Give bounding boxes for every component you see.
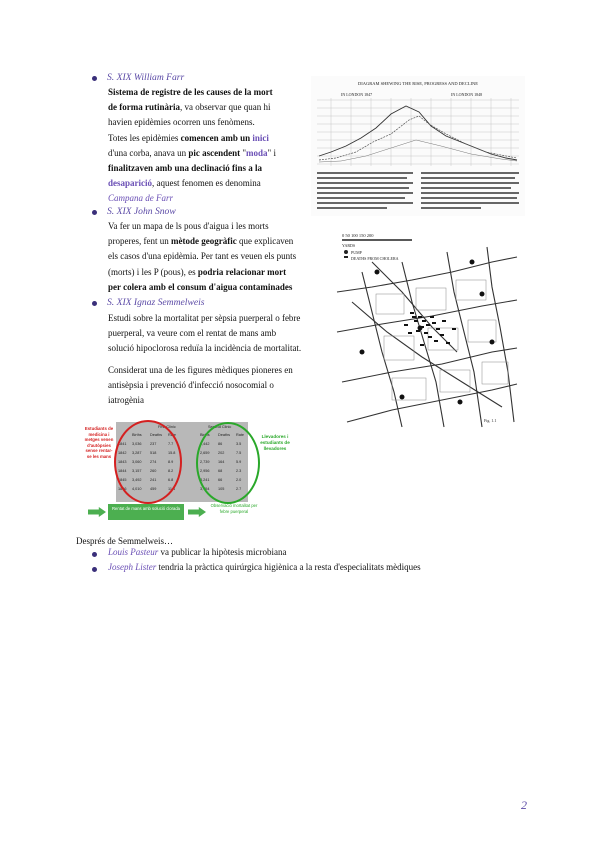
table-header: Rate [236,433,245,437]
map-yards: YARDS [342,243,356,248]
table-cell: 237 [150,442,157,446]
farr-text: , aquest fenomen es denomina [152,178,261,189]
semmelweis-line1: Estudi sobre la mortalitat per sèpsia puerperal o febre [108,313,301,323]
farr-line1: Sistema de registre de les causes de la mort [108,87,273,97]
table-cell: 8.2 [168,469,174,473]
after-intro: Després de Semmelweis… [76,536,173,546]
table-cell: 3,287 [132,451,142,455]
table-cell: 1846 [118,487,127,491]
table-cell: 15.8 [168,451,176,455]
farr-desaparicio: desaparició [108,178,152,189]
lister-text: tendria la pràctica quirúrgica higiènica a la resta d'especialitats mèdiques [156,562,421,572]
table-cell: 1844 [118,469,127,473]
table-cell: 164 [218,460,225,464]
snow-text: que explicaven [236,236,294,247]
snow-line3: els casos d'una epidèmia. Per tant es veuen els punts [108,251,297,262]
table-cell: 3,754 [200,487,210,491]
table-cell: 2.7 [236,487,242,491]
pasteur-text: va publicar la hipòtesis microbiana [158,547,287,557]
snow-line5: per colera amb el consum d'aigua contaminades [108,281,293,292]
col-group-1: First Clinic [158,425,176,429]
right-note: Llevadores i estudiants de llevadores [260,434,290,451]
farr-text: d'una corba, anava un [108,147,189,158]
after-item-pasteur [108,545,286,560]
table-cell: 2.3 [236,469,242,473]
bullet [92,301,97,306]
table-cell: 274 [150,460,157,464]
table-cell: 7.7 [168,442,174,446]
table-cell: 8.9 [168,460,174,464]
table-cell: 1845 [118,478,127,482]
snow-cholera-map [332,232,520,428]
farr-line6: finalitzaven amb una declinació fins a la [108,163,263,174]
snow-text: (morts) i les P (pous), es [108,266,198,277]
table-cell: 11.4 [168,487,176,491]
campana-de-farr: Campana de Farr [108,193,173,204]
table-header: Deaths [150,433,163,437]
heading-farr: S. XIX William Farr [107,72,185,83]
table-cell: 86 [218,442,223,446]
table-cell: 2,956 [200,469,210,473]
table-cell: 241 [150,478,157,482]
map-pump-legend-icon [344,250,348,254]
farr-chart-right-label: IN LONDON 1848 [451,92,483,97]
green-circle [196,422,260,504]
semmelweis-line4: Considerat una de les figures mèdiques pioneres en [108,365,293,375]
farr-pic: pic ascendent [188,147,241,158]
farr-paragraph [108,85,308,207]
farr-text: " i [267,147,276,158]
farr-bold: comencen amb un [180,132,253,143]
table-cell: 202 [218,451,225,455]
table-cell: 2,739 [200,460,210,464]
table-header: Deaths [218,433,231,437]
semmelweis-paragraph-2 [108,363,328,409]
bullet [92,210,97,215]
heading-semmelweis: S. XIX Ignaz Semmelweis [107,297,205,308]
red-circle [114,420,182,504]
semmelweis-line5: antisèpsia i prevenció d'infecció nosocomial o [108,380,274,391]
heading-snow: S. XIX John Snow [107,206,176,217]
farr-text: , va observar que quan hi [180,102,271,113]
farr-moda: moda [246,147,268,158]
table-cell: 260 [150,469,157,473]
semmelweis-line3: solució hipoclorosa reduïa la incidència de mortalitat. [108,343,302,354]
arrow-left-icon [88,507,106,517]
farr-chart-image [311,76,525,216]
table-header: Births [200,433,210,437]
snow-metode: mètode geogràfic [170,236,237,247]
snow-paragraph [108,219,328,295]
table-cell: 459 [150,487,157,491]
farr-chart-title: DIAGRAM SHEWING THE RISE, PROGRESS AND DECLINE [357,81,479,86]
table-cell: 3,492 [132,478,142,482]
semmelweis-paragraph [108,311,328,357]
table-cell: 2,659 [200,451,210,455]
farr-line3: havien epidèmies ocorren uns fenòmens. [108,117,255,128]
bullet [92,552,97,557]
page-number: 2 [521,798,527,812]
table-cell: 1842 [118,451,127,455]
table-cell: 3,036 [132,442,142,446]
pasteur-name: Louis Pasteur [108,547,159,557]
table-cell: 2,442 [200,442,210,446]
table-cell: 3,157 [132,469,142,473]
table-cell: 518 [150,451,157,455]
table-cell: 66 [218,478,223,482]
map-legend-deaths: DEATHS FROM CHOLERA [351,256,399,261]
col-group-2: Second Clinic [208,425,232,429]
bullet [92,76,97,81]
green-box-left: Rentat de mans amb solució clorada [108,504,184,520]
bullet [92,567,97,572]
table-header: Rate [168,433,177,437]
arrow-right-icon [188,507,206,517]
table-cell: 2.0 [236,478,242,482]
farr-text: Totes les epidèmies [108,132,181,143]
farr-text: " [240,147,247,158]
left-note: Estudiants de medicina i metges venen d'autòpsies sense rentar-se les mans [84,426,114,459]
map-caption: Fig. 1.1 [484,418,497,423]
snow-line1: Va fer un mapa de ls pous d'aigua i les morts [108,221,269,231]
table-cell: 3,060 [132,460,142,464]
map-scale: 0 50 100 150 200 [342,233,374,238]
table-cell: 105 [218,487,225,491]
semmelweis-line2: puerperal, va veure com el rentat de mans amb [108,328,277,339]
snow-bold: podria relacionar mort [197,266,287,277]
semmelweis-line6: iatrogènia [108,395,144,406]
semmelweis-figure [84,418,294,530]
lister-name: Joseph Lister [108,562,157,572]
table-cell: 3.5 [236,442,242,446]
map-death-legend-icon [344,256,348,258]
green-box-right: Observació mortalitat per febre puerperal [210,503,258,514]
snow-text: properes, fent un [108,236,171,247]
table-cell: 1843 [118,460,127,464]
map-legend-pump: PUMP [351,250,362,255]
table-cell: 7.5 [236,451,242,455]
table-cell: 3,241 [200,478,210,482]
table-cell: 5.9 [236,460,242,464]
after-item-lister [108,560,421,575]
table-cell: 4,010 [132,487,142,491]
farr-inici: inici [252,132,269,143]
table-header: Births [132,433,142,437]
table-cell: 6.8 [168,478,174,482]
table-cell: 68 [218,469,223,473]
farr-bold-rutinaria: de forma rutinària [108,102,180,113]
farr-chart-left-label: IN LONDON 1847 [341,92,373,97]
table-cell: 1841 [118,442,127,446]
